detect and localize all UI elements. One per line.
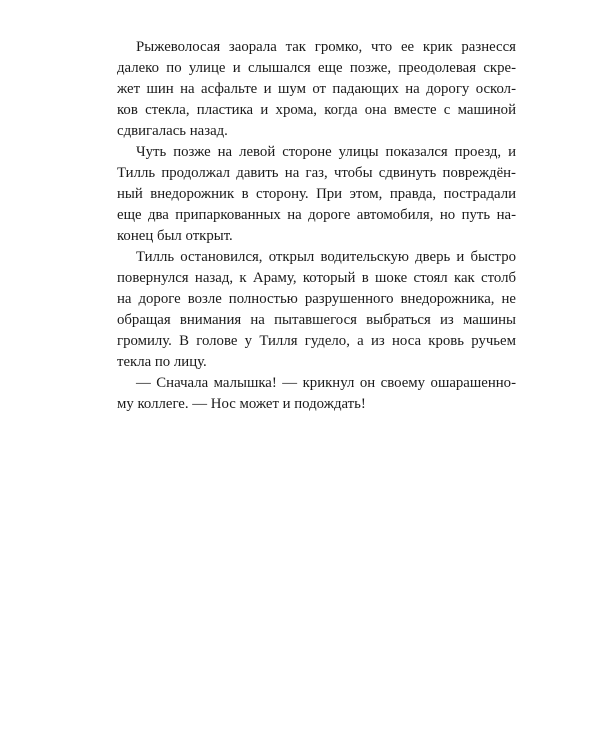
text-line: — Сначала малышка! — крикнул он своему ошарашенно- (136, 375, 516, 391)
text-line: ков стекла, пластика и хрома, когда она вместе с машиной (117, 102, 516, 118)
text-line: громилу. В голове у Тилля гудело, а из носа кровь ручьем (117, 333, 516, 349)
paragraph-4 (117, 373, 516, 415)
text-line: еще два припаркованных на дороге автомобиля, но путь на- (117, 207, 516, 223)
paragraph-1 (117, 37, 516, 142)
text-line: Тилль остановился, открыл водительскую дверь и быстро (136, 249, 516, 265)
paragraph-3 (117, 247, 516, 373)
text-line: далеко по улице и слышался еще позже, преодолевая скре- (117, 60, 516, 76)
text-line: текла по лицу. (117, 354, 207, 370)
text-line: конец был открыт. (117, 228, 233, 244)
text-line: жет шин на асфальте и шум от падающих на дорогу оскол- (117, 81, 516, 97)
text-line: сдвигалась назад. (117, 123, 228, 139)
text-line: обращая внимания на пытавшегося выбраться из машины (117, 312, 516, 328)
text-line: Рыжеволосая заорала так громко, что ее крик разнесся (136, 39, 516, 55)
text-line: Тилль продолжал давить на газ, чтобы сдвинуть повреждён- (117, 165, 516, 181)
text-line: му коллеге. — Нос может и подождать! (117, 396, 366, 412)
text-line: ный внедорожник в сторону. При этом, правда, пострадали (117, 186, 516, 202)
text-line: повернулся назад, к Араму, который в шоке стоял как столб (117, 270, 516, 286)
body-text (117, 37, 516, 415)
paragraph-2 (117, 142, 516, 247)
text-line: на дороге возле полностью разрушенного внедорожника, не (117, 291, 516, 307)
text-line: Чуть позже на левой стороне улицы показался проезд, и (136, 144, 516, 160)
